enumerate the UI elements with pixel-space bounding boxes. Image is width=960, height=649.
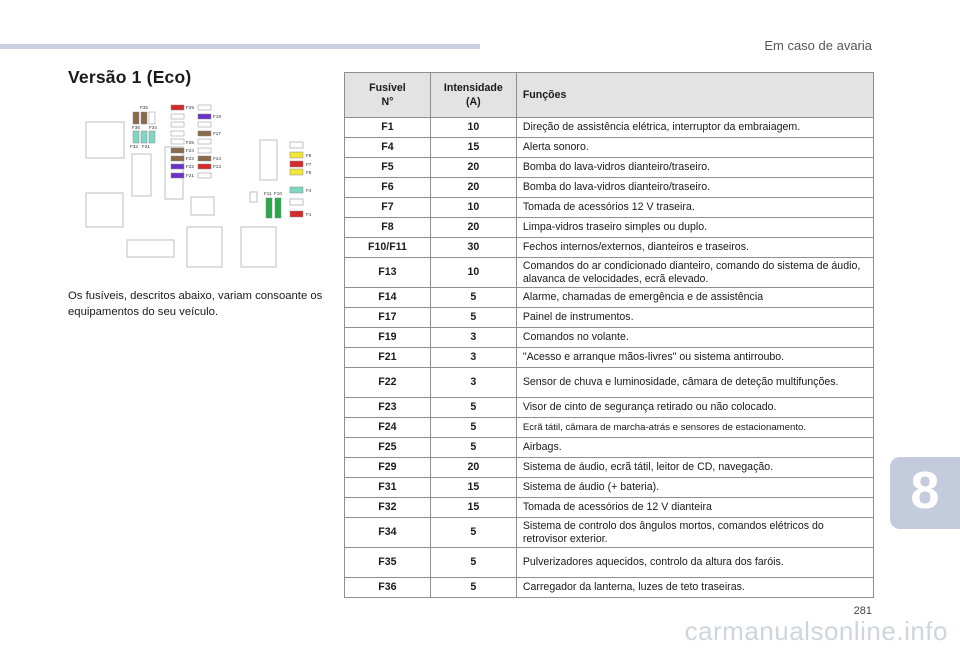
- header-fuse-number: [345, 73, 431, 118]
- function-cell: Comandos no volante.: [516, 328, 873, 348]
- amp-cell: 3: [430, 328, 516, 348]
- table-row: [345, 458, 874, 478]
- function-cell: Sistema de áudio, ecrã tátil, leitor de CD, navegação.: [516, 458, 873, 478]
- section-title: Em caso de avaria: [764, 38, 872, 53]
- function-cell: Sensor de chuva e luminosidade, câmara de deteção multifunções.: [516, 368, 873, 398]
- label-f21: F21: [186, 173, 194, 178]
- table-row: [345, 368, 874, 398]
- amp-cell: 20: [430, 178, 516, 198]
- amp-cell: 15: [430, 138, 516, 158]
- label-f19: F19: [213, 114, 221, 119]
- amp-cell: 20: [430, 458, 516, 478]
- fuse-cell: F23: [345, 398, 431, 418]
- table-row: [345, 158, 874, 178]
- function-cell: Tomada de acessórios de 12 V dianteira: [516, 498, 873, 518]
- fuse-cell: F36: [345, 578, 431, 598]
- table-row: [345, 478, 874, 498]
- label-f4: F4: [306, 188, 312, 193]
- table-row: [345, 438, 874, 458]
- fuse-table: [344, 72, 874, 598]
- label-f35: F35: [140, 105, 148, 110]
- function-cell: "Acesso e arranque mãos-livres" ou sistema antirroubo.: [516, 348, 873, 368]
- amp-cell: 5: [430, 418, 516, 438]
- intro-text: Os fusíveis, descritos abaixo, variam consoante os equipamentos do seu veículo.: [68, 290, 323, 318]
- function-cell: Comandos do ar condicionado dianteiro, comando do sistema de áudio, alavanca de velocidades, ecrã elevado.: [516, 258, 873, 288]
- fuse-cell: F10/F11: [345, 238, 431, 258]
- function-cell: Ecrã tátil, câmara de marcha-atrás e sensores de estacionamento.: [516, 418, 873, 438]
- fuse-cell: F1: [345, 118, 431, 138]
- header-fuse-line1: Fusível: [369, 82, 406, 94]
- table-row: [345, 418, 874, 438]
- label-f10: F10: [274, 191, 282, 196]
- table-row: [345, 238, 874, 258]
- amp-cell: 5: [430, 578, 516, 598]
- header-amp-line2: (A): [465, 96, 481, 108]
- fuse-cell: F29: [345, 458, 431, 478]
- function-cell: Painel de instrumentos.: [516, 308, 873, 328]
- fuse-cell: F24: [345, 418, 431, 438]
- label-f1: F1: [306, 212, 312, 217]
- label-f31: F31: [142, 144, 150, 149]
- label-f36: F36: [132, 125, 140, 130]
- label-f32: F32: [130, 144, 138, 149]
- amp-cell: 5: [430, 288, 516, 308]
- amp-cell: 20: [430, 218, 516, 238]
- header-amp-line1: Intensidade: [443, 82, 503, 94]
- function-cell: Visor de cinto de segurança retirado ou não colocado.: [516, 398, 873, 418]
- function-cell: Tomada de acessórios 12 V traseira.: [516, 198, 873, 218]
- page-heading: Versão 1 (Eco): [68, 67, 192, 87]
- label-f29: F29: [186, 105, 194, 110]
- fuse-cell: F13: [345, 258, 431, 288]
- fuse-cell: F35: [345, 548, 431, 578]
- fuse-cell: F5: [345, 158, 431, 178]
- table-row: [345, 398, 874, 418]
- amp-cell: 10: [430, 118, 516, 138]
- label-f13: F13: [213, 164, 221, 169]
- label-f6: F6: [306, 170, 312, 175]
- table-row: [345, 578, 874, 598]
- amp-cell: 5: [430, 438, 516, 458]
- fuse-cell: F31: [345, 478, 431, 498]
- function-cell: Airbags.: [516, 438, 873, 458]
- amp-cell: 10: [430, 198, 516, 218]
- table-row: [345, 518, 874, 548]
- table-row: [345, 348, 874, 368]
- label-f34: F34: [149, 125, 157, 130]
- label-f22: F22: [186, 164, 194, 169]
- amp-cell: 10: [430, 258, 516, 288]
- table-header-row: [345, 73, 874, 118]
- header-bar: [0, 44, 480, 49]
- table-row: [345, 178, 874, 198]
- fuse-cell: F7: [345, 198, 431, 218]
- table-row: [345, 118, 874, 138]
- fuse-cell: F21: [345, 348, 431, 368]
- table-row: [345, 258, 874, 288]
- table-row: [345, 138, 874, 158]
- amp-cell: 5: [430, 308, 516, 328]
- page-number: 281: [853, 605, 872, 617]
- amp-cell: 5: [430, 518, 516, 548]
- amp-cell: 3: [430, 368, 516, 398]
- fuse-box-diagram: [80, 100, 330, 270]
- function-cell: Direção de assistência elétrica, interruptor da embraiagem.: [516, 118, 873, 138]
- table-row: [345, 198, 874, 218]
- header-intensity: [430, 73, 516, 118]
- label-f14: F14: [213, 156, 221, 161]
- amp-cell: 5: [430, 398, 516, 418]
- amp-cell: 20: [430, 158, 516, 178]
- header-fuse-line2: N°: [381, 96, 394, 108]
- table-row: [345, 498, 874, 518]
- fuse-cell: F32: [345, 498, 431, 518]
- function-cell: Pulverizadores aquecidos, controlo da altura dos faróis.: [516, 548, 873, 578]
- fuse-cell: F25: [345, 438, 431, 458]
- function-cell: Bomba do lava-vidros dianteiro/traseiro.: [516, 158, 873, 178]
- function-cell: Fechos internos/externos, dianteiros e traseiros.: [516, 238, 873, 258]
- label-f11: F11: [264, 191, 272, 196]
- label-f17: F17: [213, 131, 221, 136]
- amp-cell: 3: [430, 348, 516, 368]
- chapter-tab: [890, 457, 960, 529]
- function-cell: Carregador da lanterna, luzes de teto traseiras.: [516, 578, 873, 598]
- amp-cell: 5: [430, 548, 516, 578]
- table-row: [345, 328, 874, 348]
- fuse-cell: F17: [345, 308, 431, 328]
- label-f25: F25: [186, 140, 194, 145]
- table-row: [345, 288, 874, 308]
- function-cell: Sistema de controlo dos ângulos mortos, comandos elétricos do retrovisor exterior.: [516, 518, 873, 548]
- amp-cell: 15: [430, 498, 516, 518]
- fuse-cell: F4: [345, 138, 431, 158]
- amp-cell: 30: [430, 238, 516, 258]
- function-cell: Alerta sonoro.: [516, 138, 873, 158]
- function-cell: Bomba do lava-vidros dianteiro/traseiro.: [516, 178, 873, 198]
- label-f23: F23: [186, 156, 194, 161]
- table-row: [345, 218, 874, 238]
- function-cell: Sistema de áudio (+ bateria).: [516, 478, 873, 498]
- label-f7: F7: [306, 162, 312, 167]
- label-f24: F24: [186, 148, 194, 153]
- fuse-cell: F6: [345, 178, 431, 198]
- fuse-cell: F34: [345, 518, 431, 548]
- function-cell: Alarme, chamadas de emergência e de assistência: [516, 288, 873, 308]
- table-row: [345, 548, 874, 578]
- fuse-cell: F8: [345, 218, 431, 238]
- label-f8: F8: [306, 153, 312, 158]
- fuse-cell: F19: [345, 328, 431, 348]
- watermark: carmanualsonline.info: [684, 616, 948, 646]
- header-functions: Funções: [516, 73, 873, 118]
- chapter-number: 8: [910, 462, 940, 520]
- amp-cell: 15: [430, 478, 516, 498]
- fuse-cell: F22: [345, 368, 431, 398]
- table-row: [345, 308, 874, 328]
- fuse-cell: F14: [345, 288, 431, 308]
- function-cell: Limpa-vidros traseiro simples ou duplo.: [516, 218, 873, 238]
